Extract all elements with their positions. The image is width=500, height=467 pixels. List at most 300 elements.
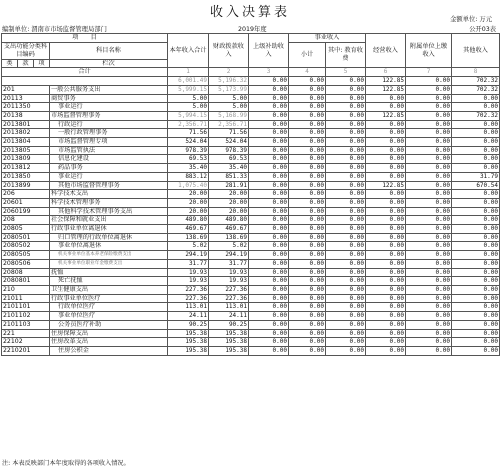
- row-value: 0.00: [406, 94, 452, 103]
- row-value: 0.00: [452, 120, 500, 129]
- lanci-num: 3: [249, 68, 289, 77]
- row-value: 1,075.40: [168, 181, 209, 190]
- table-row: [2, 285, 500, 294]
- total-value: 702.32: [452, 77, 500, 86]
- row-value: 0.00: [249, 111, 289, 120]
- row-value: 5,173.99: [209, 85, 249, 94]
- row-value: 0.00: [249, 198, 289, 207]
- row-code: 2013802: [2, 129, 50, 138]
- row-value: 0.00: [366, 120, 406, 129]
- row-value: 978.39: [209, 146, 249, 155]
- row-value: 0.00: [452, 251, 500, 260]
- total-row: [2, 77, 500, 86]
- lanci-num: 5: [326, 68, 366, 77]
- row-subject-name: 一般公共服务支出: [50, 85, 168, 94]
- row-value: 0.00: [366, 346, 406, 355]
- row-subject-name: 抚恤: [50, 268, 168, 277]
- row-code: 208: [2, 216, 50, 225]
- header-operating: 经营收入: [366, 34, 406, 68]
- row-value: 0.00: [452, 225, 500, 234]
- row-value: 0.00: [406, 303, 452, 312]
- row-value: 0.00: [249, 294, 289, 303]
- row-value: 0.00: [452, 190, 500, 199]
- row-value: 0.00: [406, 120, 452, 129]
- row-value: 0.00: [406, 155, 452, 164]
- row-value: 0.00: [452, 294, 500, 303]
- row-value: 0.00: [366, 172, 406, 181]
- row-value: 0.00: [326, 172, 366, 181]
- row-value: 0.00: [452, 155, 500, 164]
- row-value: 0.00: [326, 259, 366, 268]
- row-value: 0.00: [452, 216, 500, 225]
- row-value: 195.38: [168, 338, 209, 347]
- table-row: [2, 190, 500, 199]
- header-kuan: 款: [18, 59, 34, 68]
- row-value: 0.00: [289, 111, 326, 120]
- row-subject-name: 事业运行: [50, 103, 168, 112]
- row-value: 469.67: [168, 225, 209, 234]
- row-value: 0.00: [452, 320, 500, 329]
- row-code: 21011: [2, 294, 50, 303]
- table-row: [2, 103, 500, 112]
- row-code: 2013804: [2, 138, 50, 147]
- row-value: 0.00: [289, 120, 326, 129]
- row-value: 113.01: [209, 303, 249, 312]
- row-value: 20.00: [209, 207, 249, 216]
- row-code: 2080801: [2, 277, 50, 286]
- row-value: 0.00: [406, 285, 452, 294]
- row-value: 71.56: [209, 129, 249, 138]
- total-label: 合计: [2, 68, 168, 77]
- row-code: 20113: [2, 94, 50, 103]
- row-value: 0.00: [366, 320, 406, 329]
- total-value: 0.00: [326, 77, 366, 86]
- table-row: [2, 225, 500, 234]
- row-value: 24.11: [209, 312, 249, 321]
- row-value: 5,168.99: [209, 111, 249, 120]
- row-value: 0.00: [366, 338, 406, 347]
- header-func-code: 支出功能分类科目编码: [2, 42, 50, 59]
- table-code: 公开03表: [469, 26, 496, 33]
- row-code: 2013805: [2, 146, 50, 155]
- row-value: 0.00: [326, 198, 366, 207]
- table-row: [2, 242, 500, 251]
- row-value: 19.93: [209, 268, 249, 277]
- row-value: 0.00: [326, 242, 366, 251]
- row-value: 0.00: [249, 138, 289, 147]
- row-value: 0.00: [452, 103, 500, 112]
- row-value: 0.00: [326, 303, 366, 312]
- row-value: 0.00: [406, 294, 452, 303]
- row-code: 2210201: [2, 346, 50, 355]
- row-value: 5,999.15: [168, 85, 209, 94]
- row-value: 0.00: [452, 198, 500, 207]
- row-value: 0.00: [326, 155, 366, 164]
- table-row: [2, 172, 500, 181]
- row-value: 0.00: [366, 216, 406, 225]
- row-subject-name: 机关事业单位基本养老保险缴费支出: [50, 251, 168, 260]
- row-value: 0.00: [406, 103, 452, 112]
- row-subject-name: 住房公积金: [50, 346, 168, 355]
- row-value: 0.00: [452, 129, 500, 138]
- row-value: 2,356.71: [168, 120, 209, 129]
- row-value: 0.00: [326, 94, 366, 103]
- row-subject-name: 行政事业单位医疗: [50, 294, 168, 303]
- lanci-num: 2: [209, 68, 249, 77]
- row-value: 227.36: [209, 285, 249, 294]
- row-code: 2013809: [2, 155, 50, 164]
- row-value: 5.02: [168, 242, 209, 251]
- row-subject-name: 行政运行: [50, 120, 168, 129]
- row-subject-name: 一般行政管理事务: [50, 129, 168, 138]
- row-value: 0.00: [289, 94, 326, 103]
- row-subject-name: 机关事业单位职业年金缴费支出: [50, 259, 168, 268]
- header-affiliated: 附属单位上缴收入: [406, 34, 452, 68]
- row-value: 0.00: [249, 190, 289, 199]
- header-row-1: [2, 34, 500, 43]
- row-subject-name: 社会保障和就业支出: [50, 216, 168, 225]
- row-value: 0.00: [452, 259, 500, 268]
- row-code: 210: [2, 285, 50, 294]
- row-code: 206: [2, 190, 50, 199]
- row-value: 0.00: [249, 207, 289, 216]
- row-value: 0.00: [289, 285, 326, 294]
- row-value: 0.00: [366, 225, 406, 234]
- table-row: [2, 329, 500, 338]
- row-value: 0.00: [406, 251, 452, 260]
- row-value: 0.00: [326, 294, 366, 303]
- row-value: 0.00: [406, 85, 452, 94]
- row-subject-name: 行政事业单位离退休: [50, 225, 168, 234]
- row-subject-name: 科学技术支出: [50, 190, 168, 199]
- table-row: [2, 294, 500, 303]
- row-value: 489.80: [168, 216, 209, 225]
- row-value: 35.40: [168, 164, 209, 173]
- row-value: 0.00: [406, 312, 452, 321]
- table-row: [2, 216, 500, 225]
- row-value: 0.00: [406, 216, 452, 225]
- row-value: 0.00: [289, 259, 326, 268]
- page-title: 收入决算表: [209, 5, 290, 20]
- row-value: 0.00: [326, 277, 366, 286]
- row-value: 0.00: [326, 338, 366, 347]
- row-value: 0.00: [249, 94, 289, 103]
- row-value: 20.00: [168, 190, 209, 199]
- row-code: 20138: [2, 111, 50, 120]
- row-value: 0.00: [406, 198, 452, 207]
- header-kind: 类: [2, 59, 18, 68]
- row-value: 5.00: [168, 94, 209, 103]
- row-code: 20808: [2, 268, 50, 277]
- row-value: 0.00: [452, 164, 500, 173]
- row-value: 0.00: [326, 320, 366, 329]
- row-value: 0.00: [326, 329, 366, 338]
- row-value: 195.38: [168, 346, 209, 355]
- table-row: [2, 164, 500, 173]
- row-value: 0.00: [366, 164, 406, 173]
- row-value: 0.00: [249, 251, 289, 260]
- row-value: 227.36: [168, 285, 209, 294]
- row-value: 0.00: [249, 146, 289, 155]
- row-code: 2011350: [2, 103, 50, 112]
- row-subject-name: 归口管理的行政单位离退休: [50, 233, 168, 242]
- table-row: [2, 268, 500, 277]
- row-value: 5.02: [209, 242, 249, 251]
- header-total: 本年收入合计: [168, 34, 209, 68]
- row-value: 0.00: [249, 338, 289, 347]
- row-value: 20.00: [168, 198, 209, 207]
- row-value: 0.00: [406, 146, 452, 155]
- row-value: 0.00: [406, 233, 452, 242]
- row-value: 0.00: [406, 338, 452, 347]
- row-value: 0.00: [326, 138, 366, 147]
- total-value: 0.00: [406, 77, 452, 86]
- row-code: 2060199: [2, 207, 50, 216]
- row-value: 227.36: [209, 294, 249, 303]
- compiling-unit: 编制单位: 渭南市市场监督管理局部门: [2, 26, 107, 33]
- row-value: 19.93: [168, 268, 209, 277]
- row-value: 24.11: [168, 312, 209, 321]
- row-value: 0.00: [249, 303, 289, 312]
- row-value: 122.85: [366, 85, 406, 94]
- row-value: 0.00: [289, 277, 326, 286]
- row-code: 2013899: [2, 181, 50, 190]
- row-subject-name: 市场监管执法: [50, 146, 168, 155]
- row-value: 20.00: [209, 198, 249, 207]
- row-value: 0.00: [406, 225, 452, 234]
- row-subject-name: 其他市场监督管理事务: [50, 181, 168, 190]
- row-value: 0.00: [249, 103, 289, 112]
- header-business-group: 事业收入: [289, 34, 366, 43]
- table-row: [2, 259, 500, 268]
- row-value: 0.00: [452, 329, 500, 338]
- row-value: 2,356.71: [209, 120, 249, 129]
- row-value: 0.00: [366, 312, 406, 321]
- row-value: 0.00: [289, 320, 326, 329]
- row-value: 0.00: [289, 216, 326, 225]
- row-value: 5.00: [209, 94, 249, 103]
- header-subtotal: 小计: [289, 42, 326, 68]
- row-code: 20805: [2, 225, 50, 234]
- row-value: 195.38: [209, 346, 249, 355]
- row-value: 0.00: [326, 285, 366, 294]
- row-value: 0.00: [249, 346, 289, 355]
- row-value: 0.00: [289, 329, 326, 338]
- row-value: 0.00: [406, 346, 452, 355]
- row-value: 227.36: [168, 294, 209, 303]
- row-value: 0.00: [326, 216, 366, 225]
- lanci-num: 8: [452, 68, 500, 77]
- table-row: [2, 111, 500, 120]
- row-code: 20601: [2, 198, 50, 207]
- row-value: 0.00: [326, 346, 366, 355]
- row-value: 0.00: [366, 138, 406, 147]
- row-subject-name: 科学技术管理事务: [50, 198, 168, 207]
- row-value: 0.00: [249, 320, 289, 329]
- row-value: 0.00: [289, 303, 326, 312]
- row-value: 0.00: [406, 268, 452, 277]
- row-value: 0.00: [452, 207, 500, 216]
- row-value: 0.00: [366, 198, 406, 207]
- row-value: 0.00: [249, 277, 289, 286]
- row-value: 19.93: [209, 277, 249, 286]
- table-row: [2, 198, 500, 207]
- row-subject-name: 商贸事务: [50, 94, 168, 103]
- footnote: 注: 本表反映部门本年度取得的各项收入情况。: [2, 460, 130, 467]
- row-value: 0.00: [366, 259, 406, 268]
- row-value: 122.85: [366, 111, 406, 120]
- row-value: 0.00: [289, 338, 326, 347]
- row-value: 0.00: [326, 181, 366, 190]
- row-value: 0.00: [289, 190, 326, 199]
- row-value: 0.00: [452, 268, 500, 277]
- table-row: [2, 320, 500, 329]
- table-row: [2, 233, 500, 242]
- row-value: 0.00: [249, 85, 289, 94]
- row-value: 0.00: [406, 129, 452, 138]
- row-value: 670.54: [452, 181, 500, 190]
- row-value: 0.00: [406, 242, 452, 251]
- row-value: 0.00: [249, 259, 289, 268]
- row-code: 2080505: [2, 251, 50, 260]
- row-value: 0.00: [326, 207, 366, 216]
- row-value: 0.00: [406, 259, 452, 268]
- row-value: 702.32: [452, 85, 500, 94]
- row-value: 0.00: [406, 164, 452, 173]
- row-value: 113.01: [168, 303, 209, 312]
- row-value: 20.00: [209, 190, 249, 199]
- table-row: [2, 129, 500, 138]
- row-subject-name: 事业运行: [50, 172, 168, 181]
- row-value: 0.00: [249, 225, 289, 234]
- row-value: 0.00: [289, 181, 326, 190]
- table-row: [2, 303, 500, 312]
- row-code: 2013801: [2, 120, 50, 129]
- row-value: 0.00: [366, 207, 406, 216]
- table-row: [2, 181, 500, 190]
- row-value: 0.00: [406, 190, 452, 199]
- row-subject-name: 药品事务: [50, 164, 168, 173]
- row-value: 0.00: [452, 285, 500, 294]
- header-edu: 其中: 教育收费: [326, 42, 366, 68]
- row-value: 0.00: [366, 129, 406, 138]
- row-value: 0.00: [249, 285, 289, 294]
- row-value: 0.00: [326, 312, 366, 321]
- row-value: 0.00: [366, 268, 406, 277]
- row-value: 978.39: [168, 146, 209, 155]
- row-value: 0.00: [366, 155, 406, 164]
- row-value: 0.00: [249, 242, 289, 251]
- row-value: 0.00: [406, 320, 452, 329]
- row-value: 0.00: [366, 294, 406, 303]
- row-value: 0.00: [289, 346, 326, 355]
- row-value: 195.38: [209, 329, 249, 338]
- row-value: 702.32: [452, 111, 500, 120]
- lanci-num: 6: [366, 68, 406, 77]
- row-value: 0.00: [249, 329, 289, 338]
- row-subject-name: 事业单位医疗: [50, 312, 168, 321]
- total-value: 6,001.49: [168, 77, 209, 86]
- row-code: 2013812: [2, 164, 50, 173]
- row-value: 883.12: [168, 172, 209, 181]
- row-value: 0.00: [249, 164, 289, 173]
- row-value: 0.00: [289, 207, 326, 216]
- row-value: 0.00: [406, 329, 452, 338]
- row-value: 0.00: [289, 294, 326, 303]
- table-row: [2, 138, 500, 147]
- row-value: 0.00: [452, 303, 500, 312]
- row-value: 0.00: [249, 233, 289, 242]
- row-value: 31.77: [168, 259, 209, 268]
- row-value: 138.69: [168, 233, 209, 242]
- row-value: 0.00: [366, 233, 406, 242]
- row-value: 0.00: [326, 85, 366, 94]
- table-row: [2, 338, 500, 347]
- row-value: 5,994.15: [168, 111, 209, 120]
- row-value: 0.00: [406, 181, 452, 190]
- row-value: 0.00: [366, 242, 406, 251]
- table-row: [2, 85, 500, 94]
- row-subject-name: 住房改革支出: [50, 338, 168, 347]
- row-value: 0.00: [249, 181, 289, 190]
- row-code: 2101101: [2, 303, 50, 312]
- row-value: 0.00: [326, 120, 366, 129]
- row-value: 0.00: [452, 312, 500, 321]
- row-value: 5.00: [209, 103, 249, 112]
- row-code: 22102: [2, 338, 50, 347]
- row-value: 0.00: [366, 94, 406, 103]
- row-code: 2080502: [2, 242, 50, 251]
- row-value: 0.00: [289, 225, 326, 234]
- table-row: [2, 346, 500, 355]
- lanci-num: 7: [406, 68, 452, 77]
- row-value: 489.80: [209, 216, 249, 225]
- row-value: 0.00: [366, 285, 406, 294]
- row-value: 0.00: [452, 138, 500, 147]
- row-value: 138.69: [209, 233, 249, 242]
- row-value: 0.00: [289, 198, 326, 207]
- row-value: 0.00: [406, 111, 452, 120]
- row-value: 69.53: [168, 155, 209, 164]
- row-value: 851.33: [209, 172, 249, 181]
- row-value: 31.77: [209, 259, 249, 268]
- header-subject-name: 科目名称: [50, 42, 168, 59]
- row-value: 0.00: [289, 172, 326, 181]
- row-value: 20.00: [168, 207, 209, 216]
- row-value: 69.53: [209, 155, 249, 164]
- row-value: 5.00: [168, 103, 209, 112]
- row-value: 0.00: [326, 251, 366, 260]
- row-value: 195.38: [209, 338, 249, 347]
- table-row: [2, 207, 500, 216]
- row-subject-name: 行政单位医疗: [50, 303, 168, 312]
- row-value: 0.00: [366, 146, 406, 155]
- row-value: 0.00: [289, 164, 326, 173]
- table-row: [2, 146, 500, 155]
- row-value: 0.00: [289, 242, 326, 251]
- row-subject-name: 市场监督管理专项: [50, 138, 168, 147]
- row-value: 90.25: [168, 320, 209, 329]
- row-value: 0.00: [452, 338, 500, 347]
- total-row-label-cell: [2, 77, 168, 86]
- row-value: 19.93: [168, 277, 209, 286]
- amount-unit: 金额单位: 万元: [450, 16, 492, 23]
- row-value: 195.38: [168, 329, 209, 338]
- row-value: 469.67: [209, 225, 249, 234]
- row-value: 0.00: [326, 111, 366, 120]
- total-value: 0.00: [249, 77, 289, 86]
- row-value: 0.00: [289, 233, 326, 242]
